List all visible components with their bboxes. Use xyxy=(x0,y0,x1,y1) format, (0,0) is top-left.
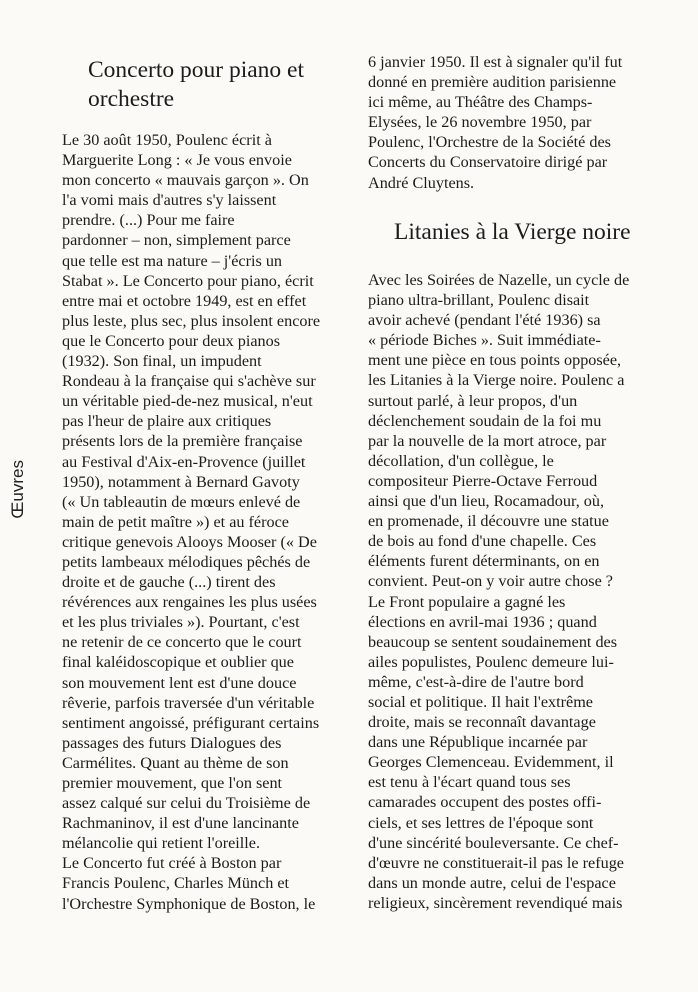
text-line: social et politique. Il hait l'extrême xyxy=(368,692,593,711)
text-line: final kaléidoscopique et oublier que xyxy=(62,653,294,672)
text-line: Elysées, le 26 novembre 1950, par xyxy=(368,113,592,132)
text-line: Poulenc, l'Orchestre de la Société des xyxy=(368,133,611,152)
text-line: déclenchement soudain de la foi mu xyxy=(368,411,602,430)
text-line: surtout parlé, à leur propos, d'un xyxy=(368,391,578,410)
text-line: 6 janvier 1950. Il est à signaler qu'il fut xyxy=(368,53,623,71)
text-line: sentiment angoissé, préfigurant certains xyxy=(62,713,320,732)
text-line: entre mai et octobre 1949, est en effet xyxy=(62,291,307,310)
text-line: premier mouvement, que l'on sent xyxy=(62,774,283,792)
text-line: main de petit maître ») et au féroce xyxy=(62,512,289,531)
text-line: droite et de gauche (...) tirent des xyxy=(62,573,276,592)
left-body-text xyxy=(62,130,354,914)
text-line: Georges Clemenceau. Evidemment, il xyxy=(368,753,614,772)
text-line: avoir achevé (pendant l'été 1936) sa xyxy=(368,311,601,330)
text-line: par la nouvelle de la mort atroce, par xyxy=(368,431,607,450)
text-line: éléments furent déterminants, on en xyxy=(368,552,600,571)
text-line: Le Front populaire a gagné les xyxy=(368,592,566,611)
text-line: André Cluytens. xyxy=(368,173,475,192)
right-body-text-continued xyxy=(368,52,660,193)
text-line: pas l'heur de plaire aux critiques xyxy=(62,412,272,431)
text-line: critique genevois Alooys Mooser (« De xyxy=(62,532,317,551)
text-line: élections en avril-mai 1936 ; quand xyxy=(368,612,597,631)
text-line: est tenu à l'écart quand tous ses xyxy=(368,773,571,792)
text-line: d'œuvre ne constituerait-il pas le refuge xyxy=(368,853,624,872)
text-line: Avec les Soirées de Nazelle, un cycle de xyxy=(368,271,630,289)
text-line: ici même, au Théâtre des Champs- xyxy=(368,93,593,112)
text-line: en promenade, il découvre une statue xyxy=(368,512,609,531)
right-body-text-litanies xyxy=(368,270,660,913)
text-line: petits lambeaux mélodiques pêchés de xyxy=(62,552,311,571)
text-line: ainsi que d'un lieu, Rocamadour, où, xyxy=(368,492,605,511)
text-line: droite, mais se reconnaît davantage xyxy=(368,713,596,732)
text-line: ne retenir de ce concerto que le court xyxy=(62,633,302,652)
text-line: Marguerite Long : « Je vous envoie xyxy=(62,151,292,170)
text-line: ment une pièce en tous points opposée, xyxy=(368,351,622,370)
text-line: l'a vomi mais d'autres s'y laissent xyxy=(62,191,277,210)
text-line: camarades occupent des postes offi- xyxy=(368,793,602,812)
text-line: Rondeau à la française qui s'achève sur xyxy=(62,372,316,391)
text-line: dans une République incarnée par xyxy=(368,733,588,752)
text-line: (1932). Son final, un impudent xyxy=(62,352,262,371)
text-line: (« Un tableautin de mœurs enlevé de xyxy=(62,492,301,511)
text-line: un véritable pied-de-nez musical, n'eut xyxy=(62,392,313,411)
text-line: d'une sincérité bouleversante. Ce chef- xyxy=(368,833,619,852)
text-line: son mouvement lent est d'une douce xyxy=(62,673,297,692)
text-line: mélancolie qui retient l'oreille. xyxy=(62,834,260,853)
text-line: au Festival d'Aix-en-Provence (juillet xyxy=(62,452,306,471)
text-line: et les plus triviales »). Pourtant, c'est xyxy=(62,613,300,632)
text-line: plus leste, plus sec, plus insolent encore xyxy=(62,311,321,330)
text-line: Carmélites. Quant au thème de son xyxy=(62,753,289,772)
text-line: prendre. (...) Pour me faire xyxy=(62,211,235,230)
text-line: 1950), notamment à Bernard Gavoty xyxy=(62,472,300,491)
text-line: Stabat ». Le Concerto pour piano, écrit xyxy=(62,271,314,290)
text-line: de bois au fond d'une chapelle. Ces xyxy=(368,532,597,551)
section-heading-concerto: Concerto pour piano et orchestre xyxy=(88,57,305,112)
text-line: présents lors de la première française xyxy=(62,432,303,451)
text-line: « période Biches ». Suit immédiate- xyxy=(368,331,601,350)
text-line: rêverie, parfois traversée d'un véritable xyxy=(62,693,315,712)
text-line: l'Orchestre Symphonique de Boston, le xyxy=(62,894,316,913)
text-line: que telle est ma nature – j'écris un xyxy=(62,251,283,270)
text-line: religieux, sincèrement revendiqué mais xyxy=(368,893,623,912)
text-line: beaucoup se sentent soudainement des xyxy=(368,632,618,651)
text-line: Rachmaninov, il est d'une lancinante xyxy=(62,814,299,833)
text-line: Le Concerto fut créé à Boston par xyxy=(62,854,282,873)
text-line: décollation, d'un collègue, le xyxy=(368,451,554,470)
text-line: Le 30 août 1950, Poulenc écrit à xyxy=(62,131,272,149)
section-tab: Œuvres xyxy=(8,460,27,519)
section-heading-litanies: Litanies à la Vierge noire xyxy=(394,219,631,245)
text-line: assez calqué sur celui du Troisième de xyxy=(62,794,311,813)
text-line: que le Concerto pour deux pianos xyxy=(62,331,281,350)
text-line: compositeur Pierre-Octave Ferroud xyxy=(368,471,598,490)
text-line: Concerts du Conservatoire dirigé par xyxy=(368,153,608,172)
text-line: donné en première audition parisienne xyxy=(368,73,617,92)
text-line: mon concerto « mauvais garçon ». On xyxy=(62,171,309,190)
text-line: Francis Poulenc, Charles Münch et xyxy=(62,874,290,893)
text-line: les Litanies à la Vierge noire. Poulenc a xyxy=(368,371,625,390)
text-line: piano ultra-brillant, Poulenc disait xyxy=(368,291,590,310)
text-line: même, c'est-à-dire de l'autre bord xyxy=(368,672,584,691)
text-line: ciels, et ses lettres de l'époque sont xyxy=(368,813,594,832)
text-line: passages des futurs Dialogues des xyxy=(62,733,282,752)
text-line: révérences aux rengaines les plus usées xyxy=(62,593,317,612)
text-line: ailes populistes, Poulenc demeure lui- xyxy=(368,652,614,671)
text-line: dans un monde autre, celui de l'espace xyxy=(368,873,616,892)
text-line: convient. Peut-on y voir autre chose ? xyxy=(368,572,613,591)
text-line: pardonner – non, simplement parce xyxy=(62,231,291,250)
